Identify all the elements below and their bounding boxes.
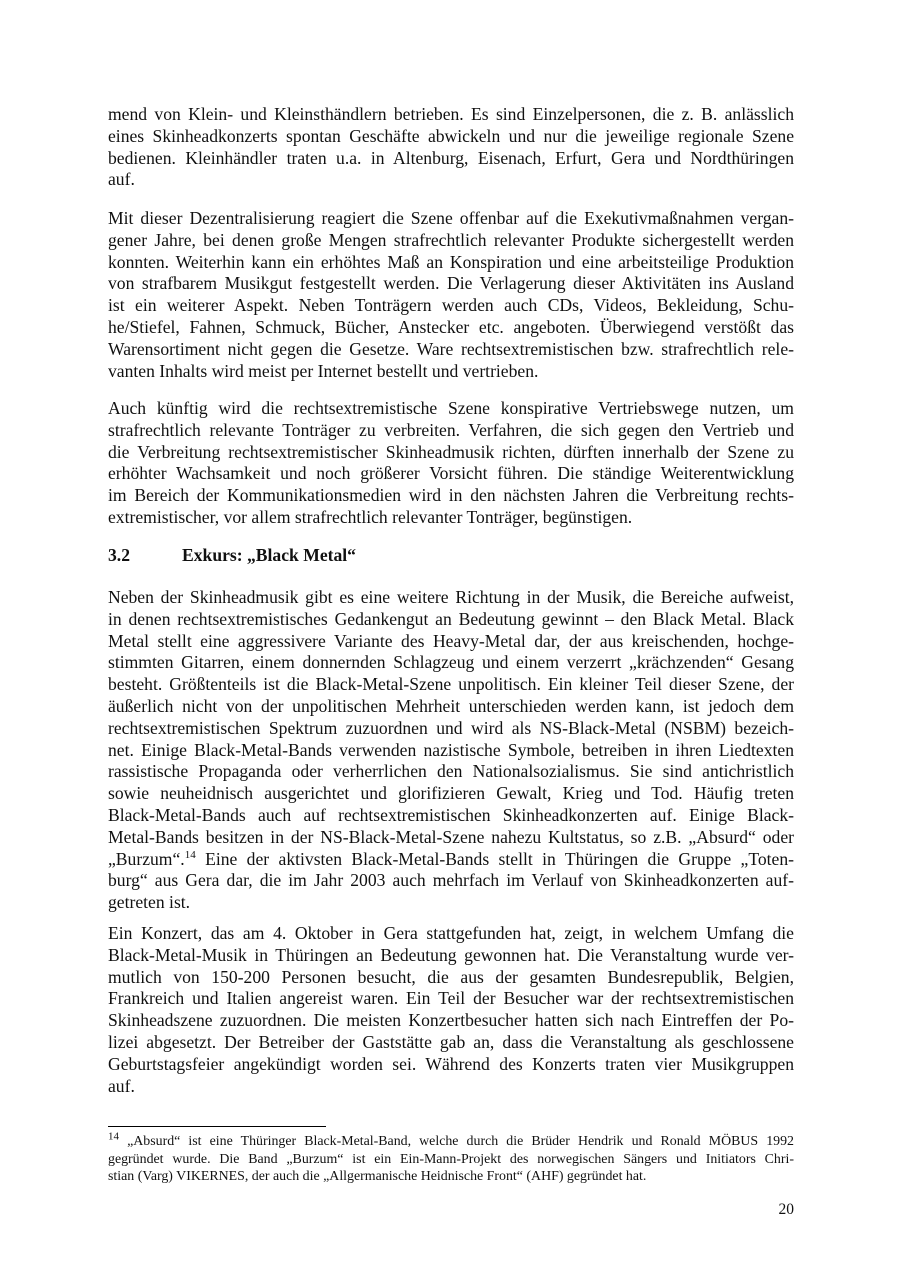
text-line: Black-Metal-Musik in Thüringen an Bedeutung gewonnen hat. Die Veranstaltung wurde ver- <box>108 944 794 965</box>
text-line: im Bereich der Kommunikationsmedien wird in den nächsten Jahren die Verbreitung rechts- <box>108 485 794 506</box>
text-line: rechtsextremistischen Spektrum zuzuordnen und wird als NS-Black-Metal (NSBM) bezeich- <box>108 717 794 738</box>
section-paragraph-2 <box>108 923 794 1097</box>
text-line: äußerlich nicht von der unpolitischen Mehrheit unterschieden werden kann, ist jedoch dem <box>108 695 794 716</box>
text-line: mutlich von 150-200 Personen besucht, die aus der gesamten Bundesrepublik, Belgien, <box>108 966 794 987</box>
paragraph-2 <box>108 208 794 382</box>
text-line: auf. <box>108 1075 135 1096</box>
text-line: die Verbreitung rechtsextremistischer Skinheadmusik richten, dürften innerhalb der Szene zu <box>108 441 794 462</box>
text-line: Neben der Skinheadmusik gibt es eine weitere Richtung in der Musik, die Bereiche aufweist, <box>108 587 794 607</box>
footnote-marker: 14 <box>108 1130 119 1143</box>
text-line: Frankreich und Italien angereist waren. Ein Teil der Besucher war der rechtsextremistischen <box>108 988 794 1009</box>
text-fragment: Eine der aktivsten Black-Metal-Bands stellt in Thüringen die Gruppe „Toten- <box>195 848 794 869</box>
text-line: Auch künftig wird die rechtsextremistische Szene konspirative Vertriebswege nutzen, um <box>108 398 794 418</box>
text-line: burg“ aus Gera dar, die im Jahr 2003 auch mehrfach im Verlauf von Skinheadkonzerten auf- <box>108 870 794 891</box>
text-line: rassistische Propaganda oder verherrlichen den Nationalsozialismus. Sie sind antichristlich <box>108 761 794 782</box>
footnote-reference[interactable]: 14 <box>184 848 196 861</box>
section-paragraph-1 <box>108 587 794 914</box>
text-line: ist ein weiterer Aspekt. Neben Tonträgern werden auch CDs, Videos, Bekleidung, Schu- <box>108 295 794 316</box>
section-title: Exkurs: „Black Metal“ <box>182 545 356 565</box>
text-line: konnten. Weiterhin kann ein erhöhtes Maß an Konspiration und eine arbeitsteilige Produktion <box>108 251 794 272</box>
text-line: Skinheadszene zuzuordnen. Die meisten Konzertbesucher hatten sich nach Eintreffen der Po- <box>108 1010 794 1031</box>
text-line: erhöhter Wachsamkeit und noch größerer Vorsicht führen. Die ständige Weiterentwicklung <box>108 463 794 484</box>
footnote-line <box>108 1130 794 1151</box>
section-heading <box>108 545 794 567</box>
text-line: Black-Metal-Bands auch auf rechtsextremistischen Skinheadkonzerten auf. Einige Black- <box>108 804 794 825</box>
text-line: Warensortiment nicht gegen die Gesetze. Ware rechtsextremistischen bzw. strafrechtlich rele- <box>108 338 794 359</box>
text-line: extremistischer, vor allem strafrechtlich relevanter Tonträger, begünstigen. <box>108 506 633 527</box>
text-line: in denen rechtsextremistisches Gedankengut an Bedeutung gewinnt – den Black Metal. Black <box>108 608 794 629</box>
text-line: sowie neuheidnisch ausgerichtet und glorifizieren Gewalt, Krieg und Tod. Häufig treten <box>108 783 794 804</box>
text-line: mend von Klein- und Kleinsthändlern betrieben. Es sind Einzelpersonen, die z. B. anlässlich <box>108 104 794 124</box>
text-line: eines Skinheadkonzerts spontan Geschäfte abwickeln und nur die jeweilige regionale Szene <box>108 125 794 146</box>
text-line: auf. <box>108 169 135 190</box>
text-line: bedienen. Kleinhändler traten u.a. in Altenburg, Eisenach, Erfurt, Gera und Nordthüringen <box>108 147 794 168</box>
paragraph-1 <box>108 104 794 191</box>
text-line: stimmten Gitarren, einem donnernden Schlagzeug und einem verzerrt „krächzenden“ Gesang <box>108 652 794 673</box>
text-line: lizei abgesetzt. Der Betreiber der Gaststätte gab an, dass die Veranstaltung als geschlossene <box>108 1031 794 1052</box>
footnote <box>108 1130 794 1186</box>
text-line: strafrechtlich relevante Tonträger zu verbreiten. Verfahren, die sich gegen den Vertrieb und <box>108 419 794 440</box>
text-line: Mit dieser Dezentralisierung reagiert die Szene offenbar auf die Exekutivmaßnahmen vergan- <box>108 208 794 228</box>
text-line-with-footnote <box>108 849 794 871</box>
paragraph-3 <box>108 398 794 529</box>
text-line: Metal stellt eine aggressivere Variante des Heavy-Metal dar, der aus kreischenden, hochge- <box>108 630 794 651</box>
page-number: 20 <box>778 1201 794 1218</box>
text-fragment: „Burzum“. <box>108 848 185 869</box>
text-line: von strafbarem Musikgut festgestellt werden. Die Verlagerung dieser Aktivitäten ins Ausland <box>108 273 794 294</box>
text-line: net. Einige Black-Metal-Bands verwenden nazistische Symbole, betreiben in ihren Liedtexten <box>108 739 794 760</box>
text-line: gener Jahre, bei denen große Mengen strafrechtlich relevanter Produkte sichergestellt werden <box>108 229 794 250</box>
text-line: he/Stiefel, Fahnen, Schmuck, Bücher, Anstecker etc. angeboten. Überwiegend verstößt das <box>108 316 794 337</box>
footnote-separator <box>108 1126 326 1127</box>
text-line: Geburtstagsfeier angekündigt worden sei. Während des Konzerts traten vier Musikgruppen <box>108 1053 794 1074</box>
text-line: Ein Konzert, das am 4. Oktober in Gera stattgefunden hat, zeigt, in welchem Umfang die <box>108 923 794 943</box>
text-line: besteht. Größtenteils ist die Black-Metal-Szene unpolitisch. Ein kleiner Teil dieser Szene, der <box>108 674 794 695</box>
text-fragment: „Absurd“ ist eine Thüringer Black-Metal-Band, welche durch die Brüder Hendrik und Ronald MÖBUS 1992 <box>119 1134 794 1149</box>
text-line: getreten ist. <box>108 892 191 913</box>
footnote-line: gegründet wurde. Die Band „Burzum“ ist ein Ein-Mann-Projekt des norwegischen Sängers und Initiators Chri- <box>108 1151 794 1167</box>
section-number: 3.2 <box>108 545 130 565</box>
text-line: Metal-Bands besitzen in der NS-Black-Metal-Szene nahezu Kultstatus, so z.B. „Absurd“ oder <box>108 826 794 847</box>
text-line: vanten Inhalts wird meist per Internet bestellt und vertrieben. <box>108 360 539 381</box>
footnote-line: stian (Varg) VIKERNES, der auch die „Allgermanische Heidnische Front“ (AHF) gegründet hat. <box>108 1169 647 1184</box>
